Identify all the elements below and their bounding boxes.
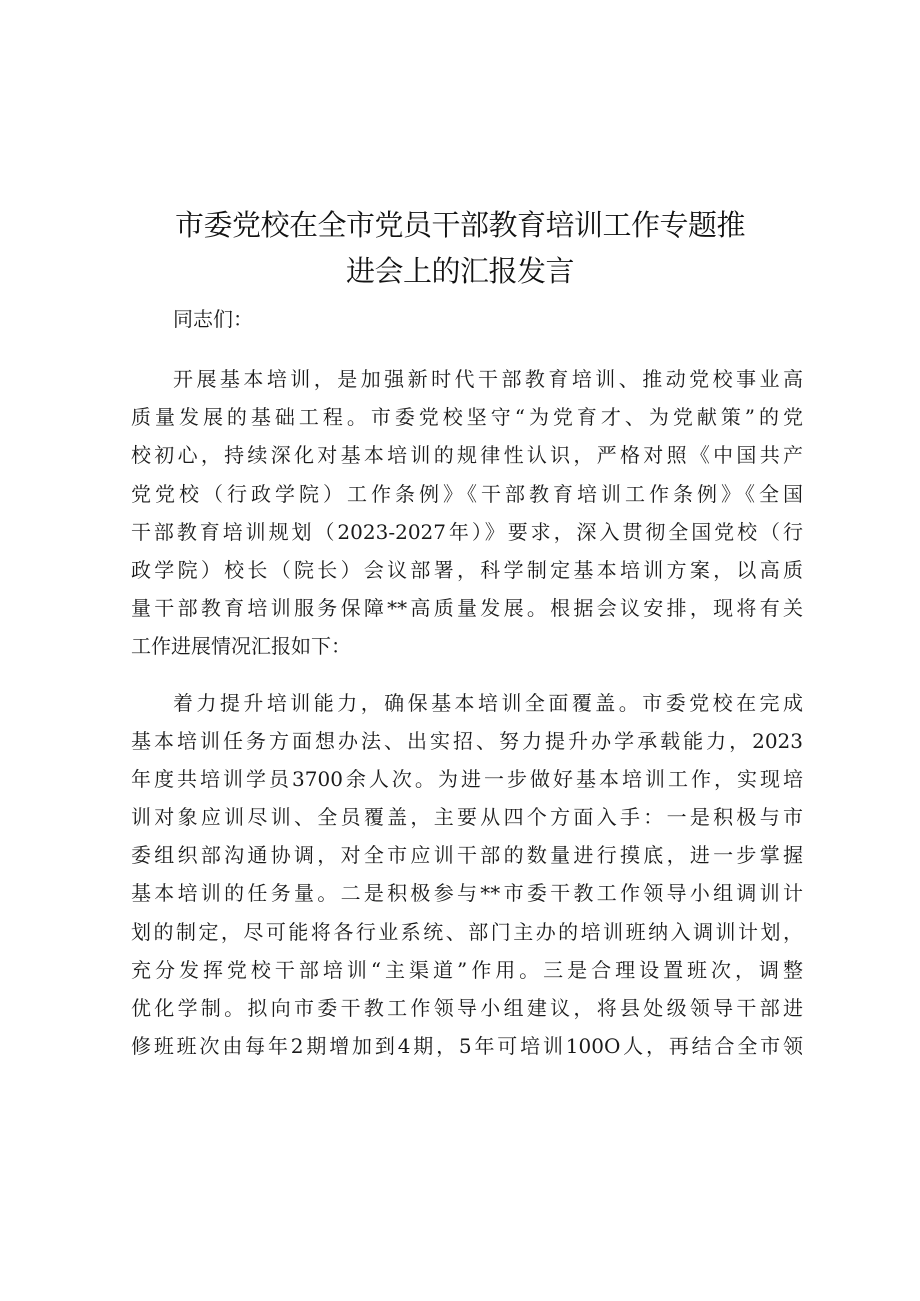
paragraph-line: 干部教育培训规划（2023-2027年）》要求，深入贯彻全国党校（行 (131, 519, 803, 544)
document-title (120, 202, 800, 294)
paragraph-2 (131, 684, 803, 1066)
paragraph-line: 政学院）校长（院长）会议部署，科学制定基本培训方案，以高质 (131, 557, 803, 582)
paragraph-line: 充分发挥党校干部培训“主渠道”作用。三是合理设置班次，调整 (131, 957, 803, 982)
paragraph-line: 优化学制。拟向市委干教工作领导小组建议，将县处级领导干部进 (131, 996, 803, 1020)
title-line-1: 市委党校在全市党员干部教育培训工作专题推 (174, 208, 745, 242)
title-line-2: 进会上的汇报发言 (345, 254, 574, 288)
paragraph-line: 开展基本培训，是加强新时代干部教育培训、推动党校事业高 (173, 367, 803, 391)
paragraph-line: 着力提升培训能力，确保基本培训全面覆盖。市委党校在完成 (173, 690, 803, 715)
paragraph-line: 党党校（行政学院）工作条例》《干部教育培训工作条例》《全国 (131, 481, 803, 506)
paragraph-line: 量干部教育培训服务保障**高质量发展。根据会议安排，现将有关 (131, 596, 803, 621)
document-body (131, 300, 803, 1083)
paragraph-line: 委组织部沟通协调，对全市应训干部的数量进行摸底，进一步掌握 (131, 843, 803, 868)
salutation: 同志们： (173, 307, 253, 331)
paragraph-line: 年度共培训学员3700余人次。为进一步做好基本培训工作，实现培 (131, 766, 803, 791)
paragraph-line: 训对象应训尽训、全员覆盖，主要从四个方面入手：一是积极与市 (131, 805, 803, 830)
paragraph-line: 基本培训的任务量。二是积极参与**市委干教工作领导小组调训计 (131, 881, 803, 906)
paragraph-line: 修班班次由每年2期增加到4期，5年可培训100O人，再结合全市领 (131, 1034, 803, 1059)
paragraph-line: 基本培训任务方面想办法、出实招、努力提升办学承载能力，2023 (131, 728, 803, 753)
paragraph-line: 质量发展的基础工程。市委党校坚守“为党育才、为党献策”的党 (131, 405, 803, 430)
paragraph-1 (131, 360, 803, 666)
paragraph-line: 校初心，持续深化对基本培训的规律性认识，严格对照《中国共产 (131, 443, 803, 468)
paragraph-line: 工作进展情况汇报如下： (131, 634, 351, 659)
paragraph-line: 划的制定，尽可能将各行业系统、部门主办的培训班纳入调训计划， (131, 919, 803, 944)
